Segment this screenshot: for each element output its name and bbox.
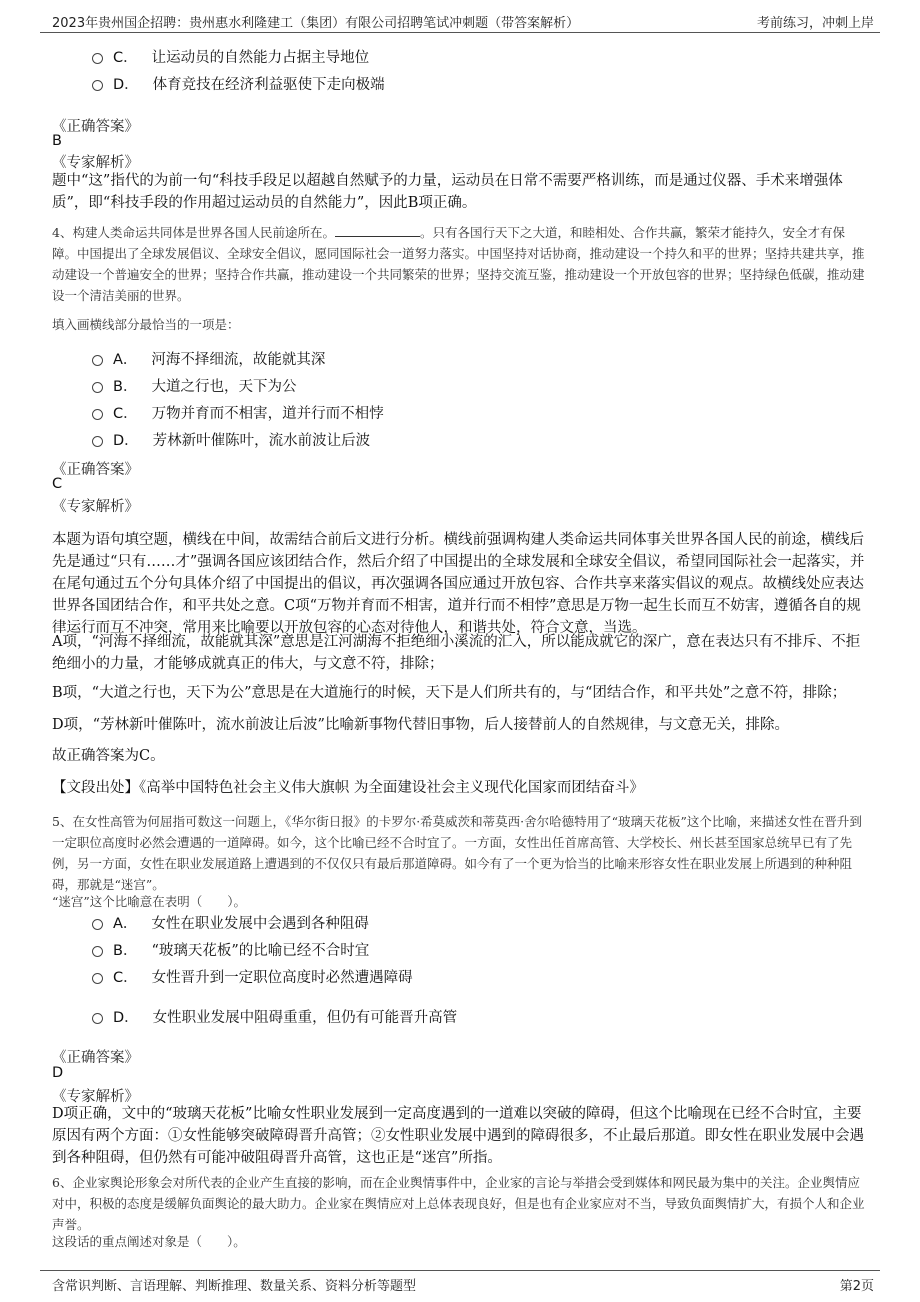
option-letter: B． [113,379,138,395]
fill-blank [335,224,420,237]
option-letter: C． [113,406,138,422]
q4-option-a[interactable] [92,348,325,369]
option-text: 万物并育而不相害，道并行而不相悖 [151,406,384,422]
option-text: 女性在职业发展中会遇到各种阻碍 [151,916,369,932]
option-text: 女性晋升到一定职位高度时必然遭遇障碍 [151,970,413,986]
q5-stem: 5、在女性高管为何屈指可数这一问题上，《华尔街日报》的卡罗尔·希莫威茨和蒂莫西·舍尔哈德特用了“玻璃天花板”这个比喻，来描述女性在晋升到一定职位高度时必然会遭遇的一道障碍。如今，这个比喻已经不合时宜了。一方面，女性出任首席高管、大学校长、州长甚至国家总统早已有了先例，另一方面，女性在职业发展道路上遭遇到的不仅仅只有最后那道障碍。如今有了一个更为恰当的比喻来形容女性在职业发展上所遇到的种种阻碍，那就是“迷宫”。 [52,814,862,892]
option-letter: D． [113,1010,139,1026]
option-text: 河海不择细流，故能就其深 [151,352,326,368]
q4-option-b[interactable] [92,375,296,396]
q5-option-b[interactable] [92,939,369,960]
q5-option-c[interactable] [92,966,413,987]
q6-stem: 6、企业家舆论形象会对所代表的企业产生直接的影响，而在企业舆情事件中，企业家的言论与举措会受到媒体和网民最为集中的关注。企业舆情应对中，积极的态度是缓解负面舆论的最大助力。企业家在舆情应对上总体表现良好，但是也有企业家应对不当，导致负面舆情扩大，有损个人和企业声誉。 [52,1175,865,1232]
radio-icon[interactable] [92,382,103,393]
option-letter: C． [113,970,138,986]
radio-icon[interactable] [92,973,103,984]
option-text: 女性职业发展中阻碍重重，但仍有可能晋升高管 [152,1010,458,1026]
q3-answer: B [52,133,62,149]
option-letter: B． [113,943,138,959]
footer-topics: 含常识判断、言语理解、判断推理、数量关系、资料分析等题型 [52,1279,417,1294]
option-letter: D． [113,433,139,449]
q4-analysis-p4: D项，“芳林新叶催陈叶，流水前波让后波”比喻新事物代替旧事物，后人接替前人的自然规律，与文意无关，排除。 [52,717,789,733]
option-text: 芳林新叶催陈叶，流水前波让后波 [152,433,371,449]
q5-analysis: D项正确，文中的“玻璃天花板”比喻女性职业发展到一定高度遇到的一道难以突破的障碍，但这个比喻现在已经不合时宜，主要原因有两个方面：①女性能够突破障碍晋升高管；②女性职业发展中遇到的障碍很多，不止最后那道。即女性在职业发展中会遇到各种阻碍，但仍然有可能冲破阻碍晋升高管，这也正是“迷宫”所指。 [52,1106,864,1166]
q5-answer: D [52,1065,64,1081]
q6-prompt: 这段话的重点阐述对象是（ ）。 [52,1234,246,1249]
q4-stem-after: 。只有各国行天下之大道，和睦相处、合作共赢，繁荣才能持久，安全才有保障。中国提出了全球发展倡议、全球安全倡议，愿同国际社会一道努力落实。中国坚持对话协商，推动建设一个持久和平的世界；坚持共建共享，推动建设一个普遍安全的世界；坚持合作共赢，推动建设一个共同繁荣的世界；坚持交流互鉴，推动建设一个开放包容的世界；坚持绿色低碳，推动建设一个清洁美丽的世界。 [52,225,865,303]
q4-prompt: 填入画横线部分最恰当的一项是： [52,317,240,332]
q4-analysis-p5: 故正确答案为C。 [52,748,165,764]
q4-analysis-p1: 本题为语句填空题，横线在中间，故需结合前后文进行分析。横线前强调构建人类命运共同体事关世界各国人民的前途，横线后先是通过“只有……才”强调各国应该团结合作，然后介绍了中国提出的全球发展和全球安全倡议，希望同国际社会一起落实，并在尾句通过五个分句具体介绍了中国提出的倡议，再次强调各国应通过开放包容、合作共享来落实倡议的观点。故横线处应表达世界各国团结合作，和平共处之意。C项“万物并育而不相害，道并行而不相悖”意思是万物一起生长而互不妨害，遵循各自的规律运行而互不冲突，常用来比喻要以开放包容的心态对待他人，和谐共处，符合文意，当选。 [52,532,865,636]
option-text: “玻璃天花板”的比喻已经不合时宜 [151,943,370,959]
option-letter: C． [113,50,138,66]
q4-answer: C [52,476,63,492]
page-header [40,10,880,33]
radio-icon[interactable] [92,1013,103,1024]
q5-prompt: “迷宫”这个比喻意在表明（ ）。 [52,894,247,909]
q4-analysis-label: 《专家解析》 [52,499,139,515]
option-letter: D． [113,77,139,93]
option-letter: A． [113,352,138,368]
q3-answer-label: 《正确答案》 [52,119,139,135]
q4-answer-label: 《正确答案》 [52,462,139,478]
q4-stem [52,222,867,306]
option-letter: A． [113,916,138,932]
radio-icon[interactable] [92,946,103,957]
page-footer [40,1270,880,1296]
radio-icon[interactable] [92,919,103,930]
q4-option-c[interactable] [92,402,384,423]
header-slogan: 考前练习，冲刺上岸 [756,16,874,31]
q5-answer-label: 《正确答案》 [52,1050,139,1066]
q3-analysis: 题中“这”指代的为前一句“科技手段足以超越自然赋予的力量，运动员在日常不需要严格训练，而是通过仪器、手术来增强体质”，即“科技手段的作用超过运动员的自然能力”，因此B项正确。 [52,173,843,211]
radio-icon[interactable] [92,409,103,420]
q5-analysis-label: 《专家解析》 [52,1089,139,1105]
q3-analysis-label: 《专家解析》 [52,155,139,171]
q4-stem-before: 4、构建人类命运共同体是世界各国人民前途所在。 [52,225,335,240]
radio-icon[interactable] [92,436,103,447]
radio-icon[interactable] [92,53,103,64]
q3-option-d[interactable] [92,73,385,94]
q4-option-d[interactable] [92,429,370,450]
q4-analysis-p2: A项，“河海不择细流，故能就其深”意思是江河湖海不拒绝细小溪流的汇入，所以能成就它的深广，意在表达只有不排斥、不拒绝细小的力量，才能够成就真正的伟大，与文意不符，排除； [52,634,861,672]
option-text: 体育竞技在经济利益驱使下走向极端 [152,77,385,93]
option-text: 大道之行也，天下为公 [151,379,297,395]
page-number: 第2页 [839,1279,874,1294]
option-text: 让运动员的自然能力占据主导地位 [151,50,370,66]
q4-analysis-p3: B项，“大道之行也，天下为公”意思是在大道施行的时候，天下是人们所共有的，与“团结合作，和平共处”之意不符，排除； [52,685,847,701]
q5-option-d[interactable] [92,1006,457,1027]
radio-icon[interactable] [92,355,103,366]
q5-option-a[interactable] [92,912,369,933]
radio-icon[interactable] [92,80,103,91]
header-title: 2023年贵州国企招聘：贵州惠水利隆建工（集团）有限公司招聘笔试冲刺题（带答案解析） [52,16,580,31]
q3-option-c[interactable] [92,46,369,67]
q4-source: 【文段出处】《高举中国特色社会主义伟大旗帜 为全面建设社会主义现代化国家而团结奋斗》 [52,780,644,796]
